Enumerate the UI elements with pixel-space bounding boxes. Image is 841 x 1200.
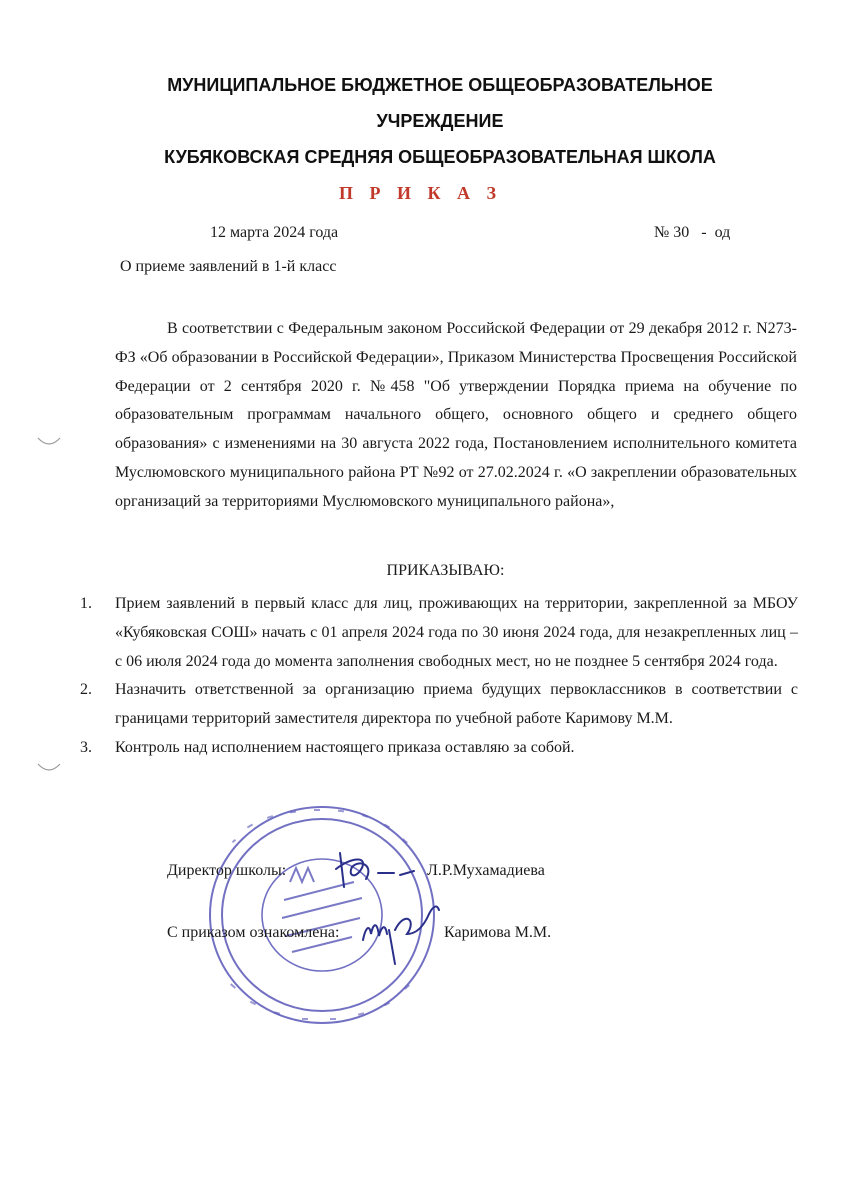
- header-line-2: УЧРЕЖДЕНИЕ: [376, 111, 504, 131]
- order-item: [80, 734, 798, 763]
- acknowledgement-name: Каримова М.М.: [444, 924, 552, 941]
- header-line-1: МУНИЦИПАЛЬНОЕ БЮДЖЕТНОЕ ОБЩЕОБРАЗОВАТЕЛЬНОЕ: [167, 75, 713, 95]
- preamble-paragraph: [115, 315, 797, 517]
- order-item: [80, 590, 798, 676]
- document-type: П Р И К А З: [338, 183, 503, 203]
- header-line-3: КУБЯКОВСКАЯ СРЕДНЯЯ ОБЩЕОБРАЗОВАТЕЛЬНАЯ ШКОЛА: [164, 147, 716, 167]
- director-signature: [330, 845, 420, 895]
- order-number: № 30 - од: [654, 224, 731, 241]
- order-items: [80, 590, 798, 763]
- preamble-text: В соответствии с Федеральным законом Российской Федерации от 29 декабря 2012 г. N273-ФЗ «Об образовании в Российской Федерации», Приказом Министерства Просвещения Российской Федерации от 2 сентября 2020 г. №458 "Об утверждении Порядка приема на обучение по образовательным программам начального общего, основного общего и среднего общего образования» с изменениями на 30 августа 2022 года, Постановлением исполнительного комитета Муслюмовского муниципального района РТ №92 от 27.02.2024 г. «О закреплении образовательных организаций за территориями Муслюмовского муниципального района»,: [115, 320, 797, 510]
- item-number: 2.: [80, 681, 92, 699]
- order-subject: О приеме заявлений в 1-й класс: [120, 258, 337, 275]
- order-word: ПРИКАЗЫВАЮ:: [386, 562, 505, 579]
- hole-punch-mark: [36, 436, 62, 450]
- item-text: Назначить ответственной за организацию приема будущих первоклассников в соответствии с границами территорий заместителя директора по учебной работе Каримову М.М.: [115, 681, 798, 728]
- acknowledgement-label: С приказом ознакомлена:: [167, 924, 340, 941]
- hole-punch-mark: [36, 762, 62, 776]
- order-item: [80, 676, 798, 734]
- order-date: 12 марта 2024 года: [210, 224, 339, 241]
- item-text: Прием заявлений в первый класс для лиц, проживающих на территории, закрепленной за МБОУ «Кубяковская СОШ» начать с 01 апреля 2024 года по 30 июня 2024 года, для незакрепленных лиц – с 06 июля 2024 года до момента заполнения свободных мест, но не позднее 5 сентября 2024 года.: [115, 595, 798, 670]
- item-number: 1.: [80, 595, 92, 612]
- director-label: Директор школы:: [167, 862, 287, 879]
- director-name: Л.Р.Мухамадиева: [427, 862, 545, 879]
- item-text: Контроль над исполнением настоящего приказа оставляю за собой.: [115, 738, 575, 756]
- acknowledgement-signature: [355, 900, 445, 975]
- item-number: 3.: [80, 738, 92, 756]
